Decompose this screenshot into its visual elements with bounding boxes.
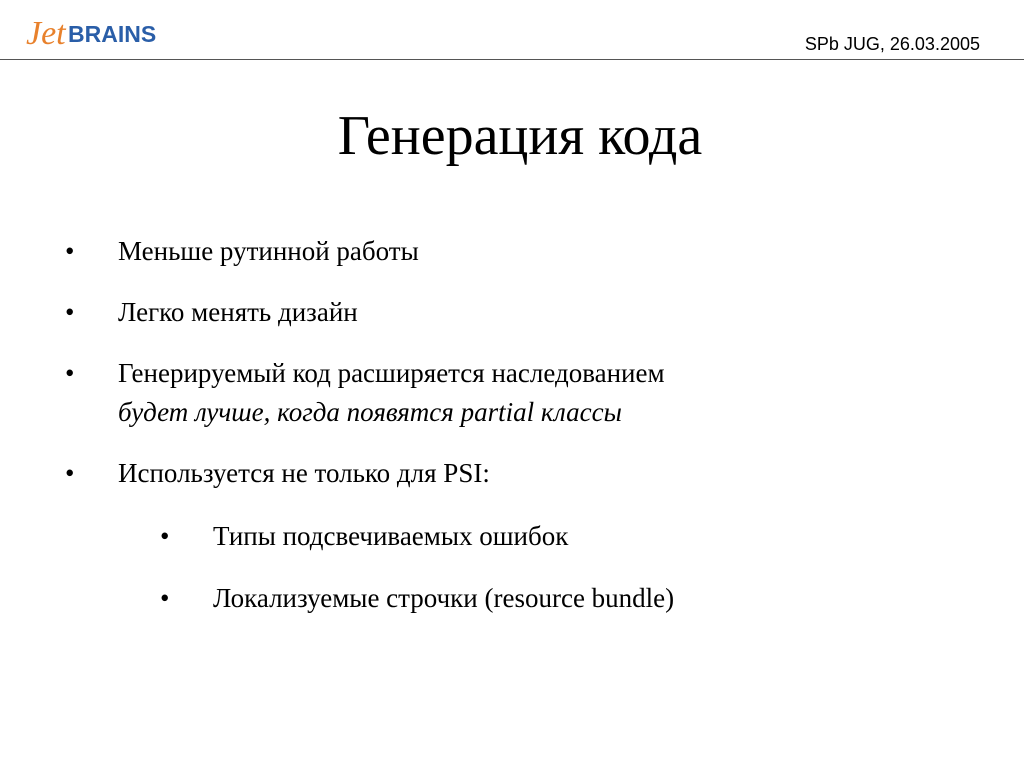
header-divider <box>0 59 1024 60</box>
jetbrains-logo <box>24 6 164 60</box>
bullet-note: будет лучше, когда появятся partial классы <box>118 397 622 427</box>
bullet-dot: • <box>160 521 170 551</box>
bullet-text: Генерируемый код расширяется наследованием <box>118 358 665 388</box>
logo-brains-text: BRAINS <box>68 21 157 47</box>
sub-bullet-text: Типы подсвечиваемых ошибок <box>213 521 569 551</box>
bullet-dot: • <box>65 236 75 266</box>
logo-jet-text: Jet <box>26 15 66 52</box>
sub-bullet-text: Локализуемые строчки (resource bundle) <box>213 583 675 613</box>
bullet-dot: • <box>65 358 75 388</box>
slide-title: Генерация кода <box>337 105 703 167</box>
header-date: SPb JUG, 26.03.2005 <box>804 34 980 54</box>
bullet-text: Используется не только для PSI: <box>118 458 490 488</box>
bullet-text: Легко менять дизайн <box>118 297 358 327</box>
bullet-dot: • <box>65 458 75 488</box>
bullet-dot: • <box>65 297 75 327</box>
bullet-text: Меньше рутинной работы <box>118 236 419 266</box>
bullet-dot: • <box>160 583 170 613</box>
